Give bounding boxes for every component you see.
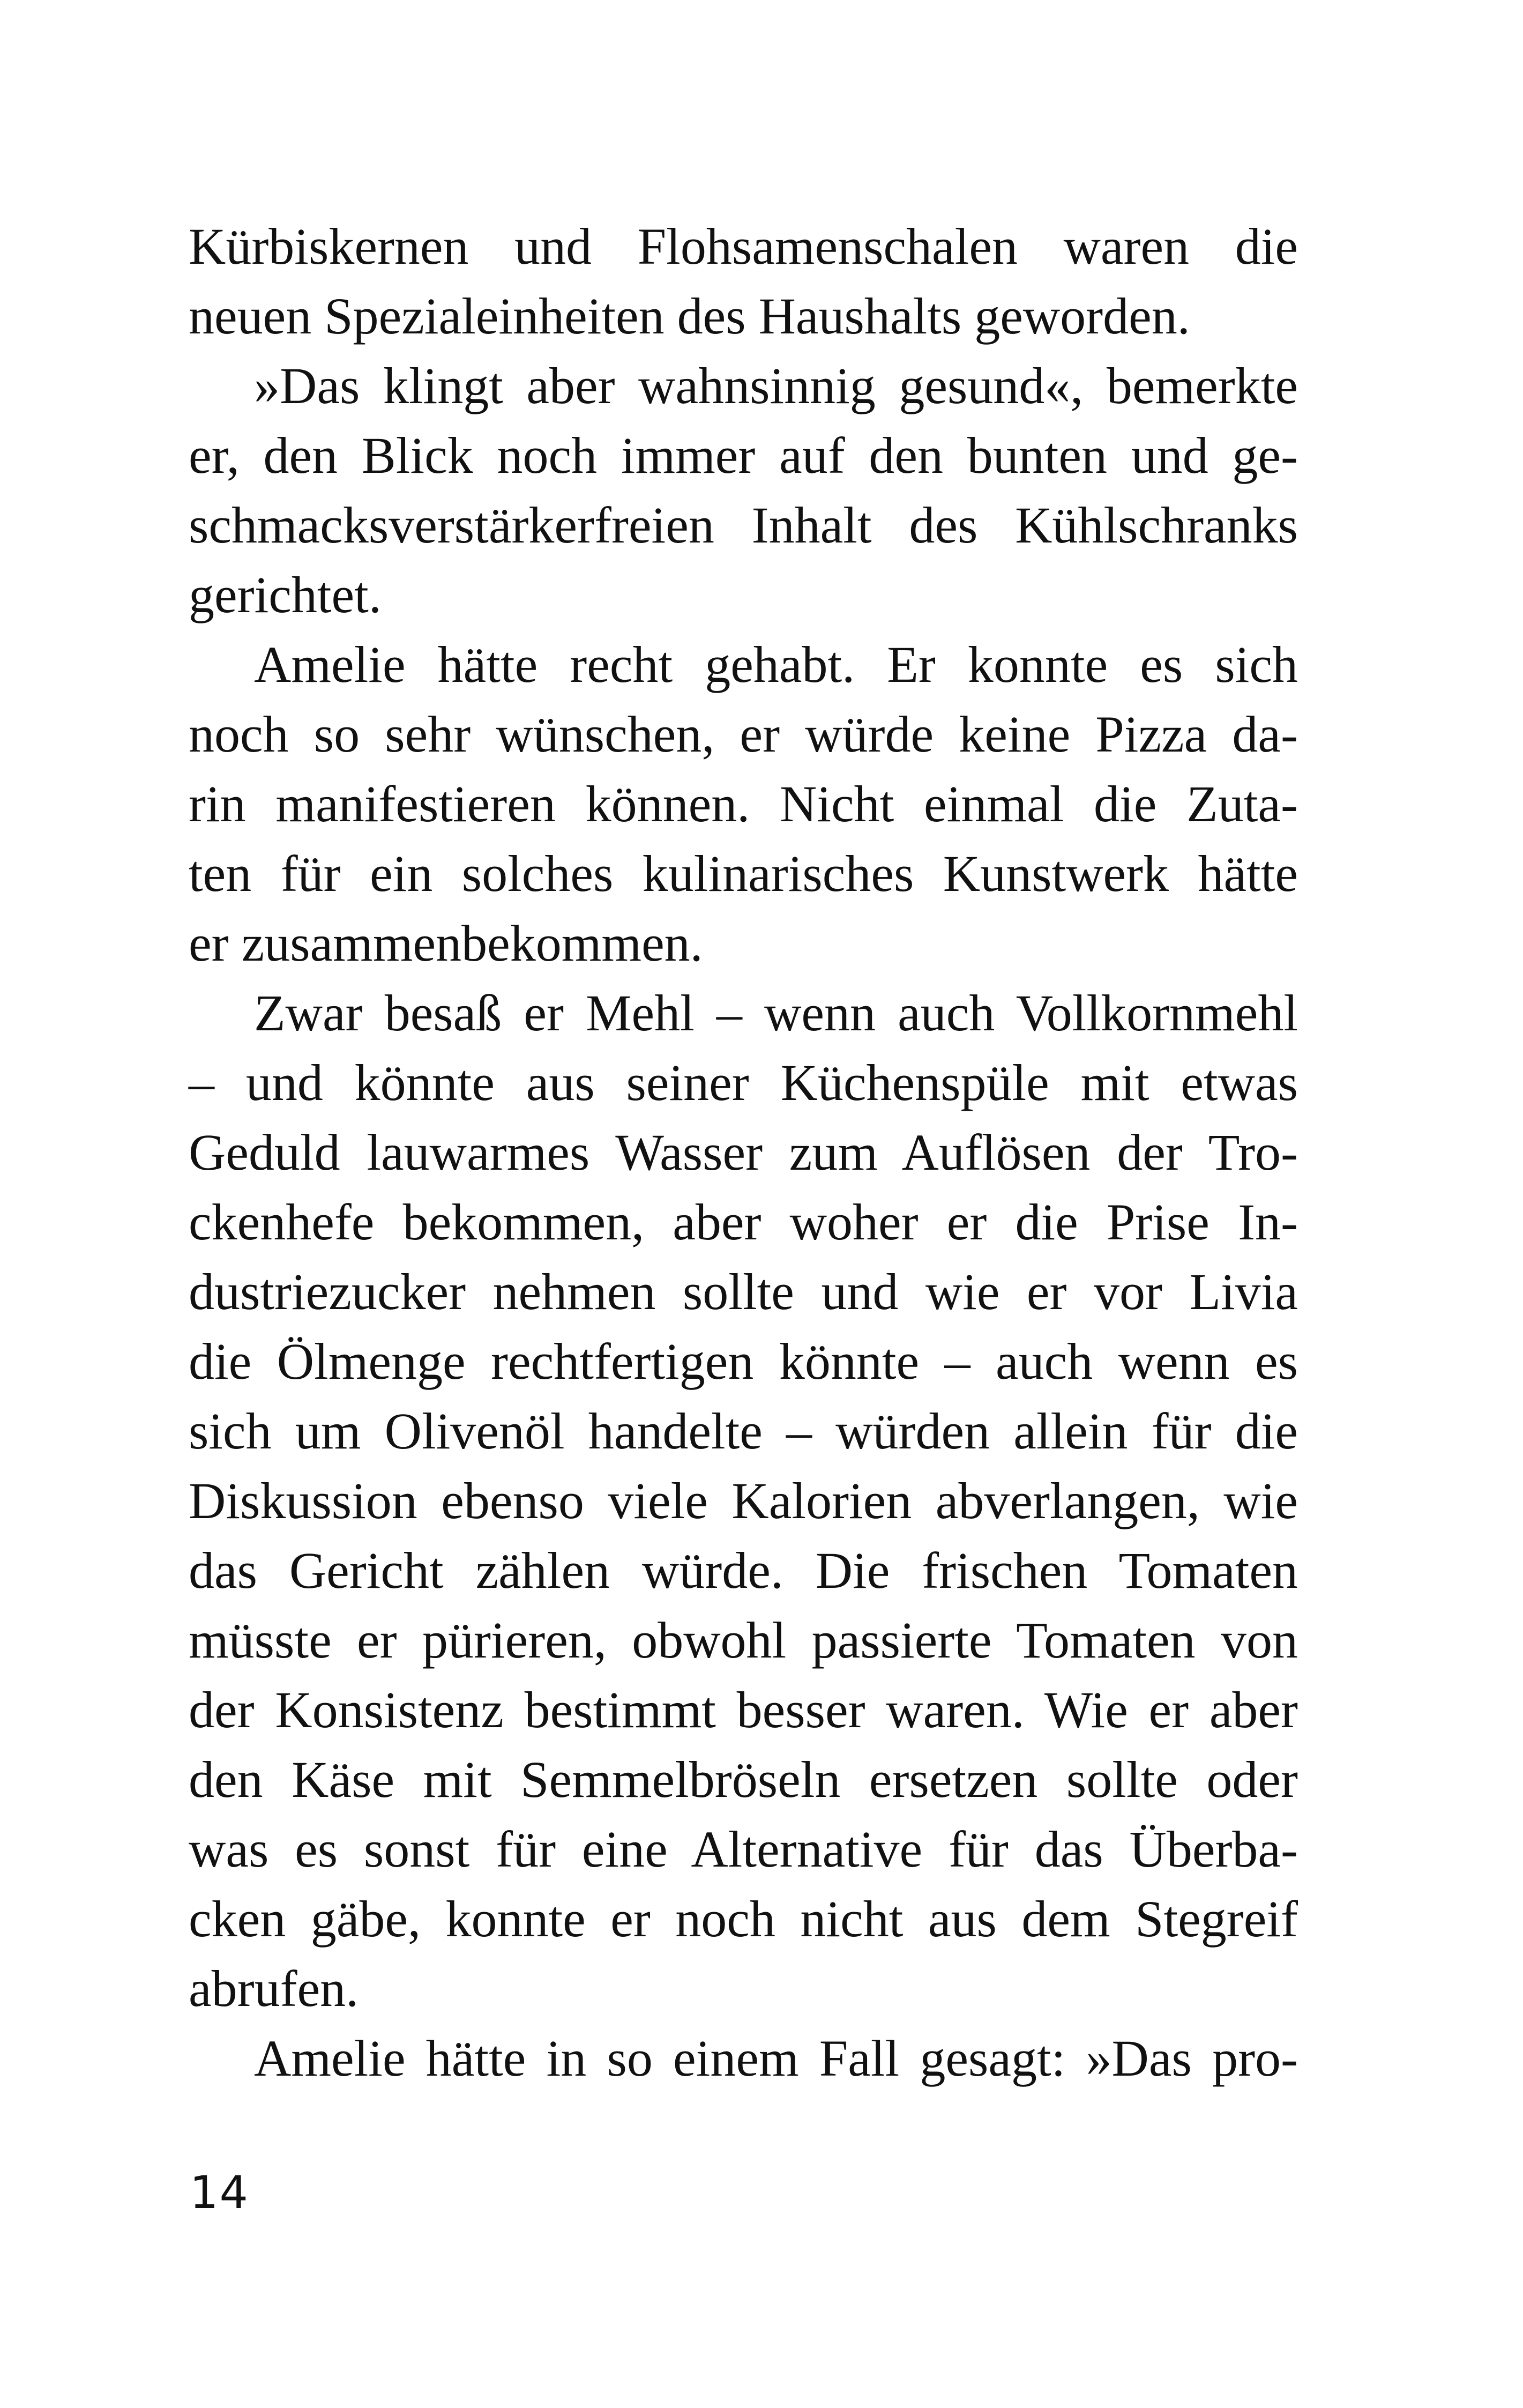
text-line: »Das klingt aber wahnsinnig gesund«, bemerkte bbox=[254, 357, 1298, 414]
text-line: ten für ein solches kulinarisches Kunstwerk hätte bbox=[189, 845, 1298, 902]
text-line: gerichtet. bbox=[189, 566, 382, 623]
text-line: er zusammenbekommen. bbox=[189, 915, 703, 972]
text-line: Amelie hätte recht gehabt. Er konnte es sich bbox=[254, 636, 1298, 693]
text-line: Geduld lauwarmes Wasser zum Auflösen der Tro- bbox=[189, 1124, 1298, 1181]
text-line: dustriezucker nehmen sollte und wie er vor Livia bbox=[189, 1263, 1298, 1320]
text-line: schmacksverstärkerfreien Inhalt des Kühlschranks bbox=[189, 496, 1298, 554]
text-line: der Konsistenz bestimmt besser waren. Wie er aber bbox=[189, 1681, 1298, 1738]
page-number: 14 bbox=[190, 2166, 249, 2219]
text-line: cken gäbe, konnte er noch nicht aus dem Stegreif bbox=[189, 1890, 1298, 1948]
text-line: rin manifestieren können. Nicht einmal die Zuta- bbox=[189, 775, 1298, 833]
text-line: noch so sehr wünschen, er würde keine Pizza da- bbox=[189, 705, 1298, 763]
text-line: den Käse mit Semmelbröseln ersetzen sollte oder bbox=[189, 1751, 1298, 1808]
paragraph bbox=[189, 2024, 1298, 2093]
text-line: – und könnte aus seiner Küchenspüle mit etwas bbox=[189, 1054, 1298, 1111]
text-line: das Gericht zählen würde. Die frischen Tomaten bbox=[189, 1542, 1298, 1599]
text-line: abrufen. bbox=[189, 1960, 359, 2017]
text-line: Zwar besaß er Mehl – wenn auch Vollkornmehl bbox=[254, 984, 1298, 1042]
text-line: er, den Blick noch immer auf den bunten und ge- bbox=[189, 427, 1298, 484]
text-line: neuen Spezialeinheiten des Haushalts geworden. bbox=[189, 287, 1190, 345]
text-line: ckenhefe bekommen, aber woher er die Prise In- bbox=[189, 1193, 1298, 1251]
text-line: die Ölmenge rechtfertigen könnte – auch wenn es bbox=[189, 1333, 1298, 1390]
text-line: müsste er pürieren, obwohl passierte Tomaten von bbox=[189, 1611, 1298, 1669]
text-line: Amelie hätte in so einem Fall gesagt: »Das pro- bbox=[254, 2030, 1298, 2087]
paragraph bbox=[189, 630, 1298, 978]
text-line: Diskussion ebenso viele Kalorien abverlangen, wie bbox=[189, 1472, 1298, 1529]
text-line: Kürbiskernen und Flohsamenschalen waren die bbox=[189, 218, 1298, 275]
paragraph bbox=[189, 978, 1298, 2024]
text-line: sich um Olivenöl handelte – würden allein für die bbox=[189, 1402, 1298, 1460]
text-line: was es sonst für eine Alternative für das Überba- bbox=[189, 1820, 1298, 1878]
body-text bbox=[189, 212, 1298, 2093]
paragraph bbox=[189, 351, 1298, 630]
paragraph bbox=[189, 212, 1298, 351]
